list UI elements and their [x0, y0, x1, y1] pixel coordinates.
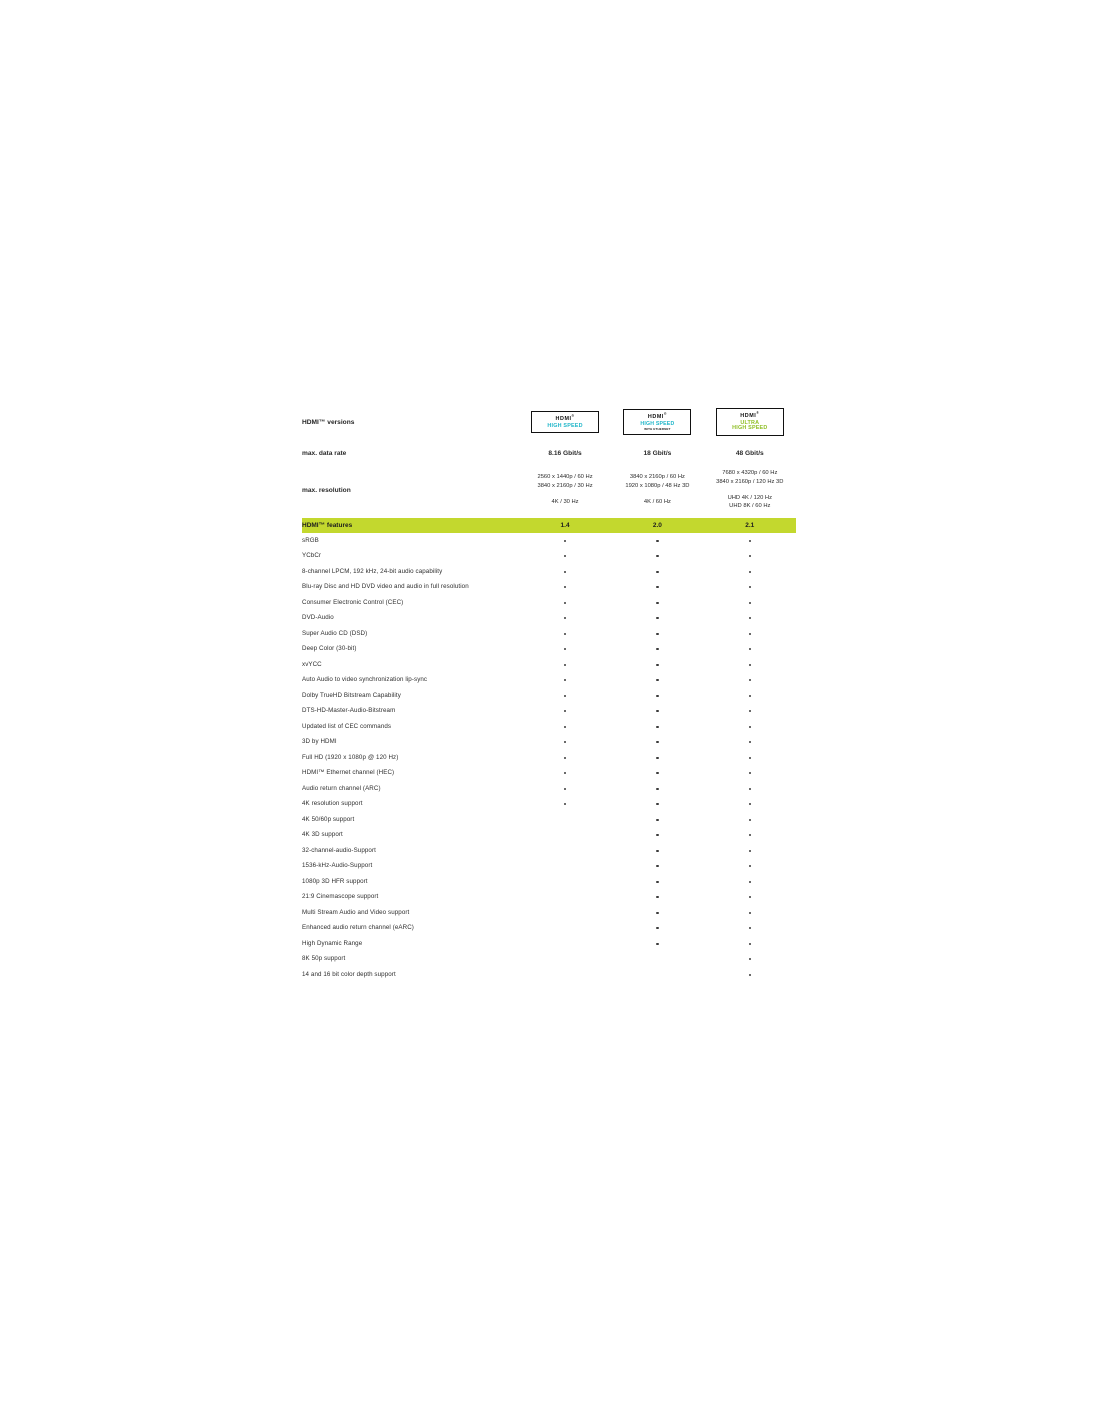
feature-label: 8K 50p support	[302, 955, 346, 963]
table-row	[302, 797, 796, 813]
hdmi-high-speed-logo-cell	[519, 400, 611, 444]
feature-support-21	[704, 549, 796, 565]
hdmi-high-speed-logo	[531, 411, 599, 433]
table-row	[302, 611, 796, 627]
feature-support-21	[704, 952, 796, 968]
table-row	[302, 828, 796, 844]
feature-support-14	[519, 533, 611, 549]
feature-support-20	[611, 843, 703, 859]
supported-dot-icon	[749, 881, 751, 883]
supported-dot-icon	[564, 741, 566, 743]
supported-dot-icon	[656, 586, 658, 588]
feature-label: DVD-Audio	[302, 614, 334, 622]
hdmi-high-speed-ethernet-logo	[623, 409, 691, 434]
feature-support-14	[519, 843, 611, 859]
table-row	[302, 859, 796, 875]
supported-dot-icon	[564, 540, 566, 542]
max-data-rate-21: 48 Gbit/s	[735, 449, 764, 457]
feature-support-20	[611, 750, 703, 766]
supported-dot-icon	[749, 617, 751, 619]
supported-dot-icon	[656, 648, 658, 650]
logo-wordmark: HDMI®	[740, 411, 760, 420]
table-row	[302, 595, 796, 611]
supported-dot-icon	[749, 602, 751, 604]
resolution-line-1: 7680 x 4320p / 60 Hz	[722, 470, 778, 477]
supported-dot-icon	[564, 803, 566, 805]
feature-support-20	[611, 766, 703, 782]
supported-dot-icon	[564, 571, 566, 573]
hdmi-comparison-table	[302, 400, 796, 983]
feature-support-14	[519, 611, 611, 627]
feature-support-14	[519, 781, 611, 797]
feature-support-14	[519, 967, 611, 983]
feature-label: High Dynamic Range	[302, 939, 363, 947]
feature-support-20	[611, 812, 703, 828]
feature-label: 8-channel LPCM, 192 kHz, 24-bit audio capability	[302, 567, 443, 575]
resolution-line-1: 2560 x 1440p / 60 Hz	[537, 474, 593, 481]
feature-support-20	[611, 797, 703, 813]
logo-subtitle-ultra: ULTRA	[740, 419, 760, 426]
max-resolution-20	[611, 462, 703, 518]
resolution-line-1: 3840 x 2160p / 60 Hz	[629, 474, 685, 481]
feature-support-21	[704, 859, 796, 875]
supported-dot-icon	[656, 896, 658, 898]
supported-dot-icon	[656, 633, 658, 635]
supported-dot-icon	[564, 648, 566, 650]
supported-dot-icon	[749, 571, 751, 573]
supported-dot-icon	[656, 695, 658, 697]
feature-label: 14 and 16 bit color depth support	[302, 970, 396, 978]
supported-dot-icon	[749, 664, 751, 666]
table-row	[302, 766, 796, 782]
features-header-row	[302, 518, 796, 533]
feature-support-14	[519, 921, 611, 937]
feature-support-21	[704, 611, 796, 627]
feature-support-14	[519, 595, 611, 611]
feature-label: Full HD (1920 x 1080p @ 120 Hz)	[302, 753, 399, 761]
feature-support-14	[519, 766, 611, 782]
supported-dot-icon	[656, 834, 658, 836]
supported-dot-icon	[656, 881, 658, 883]
feature-support-21	[704, 890, 796, 906]
feature-support-20	[611, 688, 703, 704]
feature-support-14	[519, 874, 611, 890]
feature-support-14	[519, 735, 611, 751]
logo-wordmark: HDMI®	[647, 412, 667, 421]
table-row	[302, 936, 796, 952]
supported-dot-icon	[749, 803, 751, 805]
table-row	[302, 549, 796, 565]
feature-support-20	[611, 611, 703, 627]
resolution-line-4: UHD 8K / 60 Hz	[729, 503, 771, 510]
table-row	[302, 688, 796, 704]
feature-support-21	[704, 704, 796, 720]
feature-support-20	[611, 936, 703, 952]
logo-subtitle-high-speed: HIGH SPEED	[732, 425, 768, 432]
resolution-line-2: 1920 x 1080p / 48 Hz 3D	[625, 483, 690, 490]
feature-label: Multi Stream Audio and Video support	[302, 908, 410, 916]
feature-support-21	[704, 905, 796, 921]
feature-support-20	[611, 673, 703, 689]
supported-dot-icon	[749, 850, 751, 852]
feature-support-14	[519, 952, 611, 968]
feature-support-21	[704, 797, 796, 813]
feature-support-20	[611, 735, 703, 751]
table-row	[302, 642, 796, 658]
feature-label: 3D by HDMI	[302, 738, 337, 746]
feature-label: Dolby TrueHD Bitstream Capability	[302, 691, 401, 699]
supported-dot-icon	[656, 943, 658, 945]
feature-support-14	[519, 936, 611, 952]
feature-label: 4K resolution support	[302, 800, 363, 808]
supported-dot-icon	[749, 586, 751, 588]
feature-label: 1536-kHz-Audio-Support	[302, 862, 373, 870]
supported-dot-icon	[749, 974, 751, 976]
table-row	[302, 812, 796, 828]
feature-support-21	[704, 626, 796, 642]
feature-support-21	[704, 580, 796, 596]
feature-rows-body	[302, 533, 796, 983]
resolution-line-3: 4K / 30 Hz	[551, 498, 579, 505]
feature-support-14	[519, 812, 611, 828]
feature-support-14	[519, 719, 611, 735]
feature-label: sRGB	[302, 536, 319, 544]
resolution-line-2: 3840 x 2160p / 30 Hz	[537, 483, 593, 490]
feature-support-20	[611, 549, 703, 565]
version-14: 1.4	[519, 518, 611, 533]
supported-dot-icon	[656, 602, 658, 604]
supported-dot-icon	[564, 695, 566, 697]
table-row	[302, 921, 796, 937]
feature-label: Enhanced audio return channel (eARC)	[302, 924, 414, 932]
table-row	[302, 719, 796, 735]
feature-support-14	[519, 890, 611, 906]
feature-label: Super Audio CD (DSD)	[302, 629, 368, 637]
supported-dot-icon	[656, 912, 658, 914]
supported-dot-icon	[749, 865, 751, 867]
feature-support-14	[519, 642, 611, 658]
supported-dot-icon	[656, 679, 658, 681]
feature-support-20	[611, 719, 703, 735]
supported-dot-icon	[749, 896, 751, 898]
table-row	[302, 564, 796, 580]
supported-dot-icon	[564, 726, 566, 728]
supported-dot-icon	[564, 555, 566, 557]
table-row	[302, 952, 796, 968]
feature-support-21	[704, 688, 796, 704]
feature-support-21	[704, 766, 796, 782]
supported-dot-icon	[656, 927, 658, 929]
feature-support-20	[611, 704, 703, 720]
feature-support-21	[704, 657, 796, 673]
feature-support-21	[704, 812, 796, 828]
hdmi-ultra-high-speed-logo-cell	[704, 400, 796, 444]
feature-support-21	[704, 595, 796, 611]
supported-dot-icon	[749, 710, 751, 712]
supported-dot-icon	[564, 772, 566, 774]
max-data-rate-14: 8.16 Gbit/s	[548, 449, 582, 457]
feature-label: 1080p 3D HFR support	[302, 877, 368, 885]
feature-label: 32-channel-audio-Support	[302, 846, 376, 854]
supported-dot-icon	[749, 943, 751, 945]
logo-wordmark: HDMI®	[555, 413, 575, 422]
table-row	[302, 843, 796, 859]
supported-dot-icon	[656, 757, 658, 759]
supported-dot-icon	[749, 741, 751, 743]
supported-dot-icon	[749, 757, 751, 759]
feature-label: Audio return channel (ARC)	[302, 784, 381, 792]
supported-dot-icon	[656, 850, 658, 852]
page-title: HDMI™ versions	[302, 418, 355, 426]
table-header-row	[302, 400, 796, 444]
feature-support-20	[611, 564, 703, 580]
feature-support-20	[611, 952, 703, 968]
supported-dot-icon	[749, 912, 751, 914]
feature-label: Auto Audio to video synchronization lip-sync	[302, 676, 428, 684]
feature-support-21	[704, 874, 796, 890]
logo-subtitle: HIGH SPEED	[640, 421, 675, 427]
feature-support-20	[611, 921, 703, 937]
feature-label: DTS-HD-Master-Audio-Bitstream	[302, 707, 396, 715]
feature-support-14	[519, 626, 611, 642]
resolution-line-3: 4K / 60 Hz	[643, 498, 671, 505]
supported-dot-icon	[656, 710, 658, 712]
feature-support-20	[611, 859, 703, 875]
feature-support-20	[611, 905, 703, 921]
supported-dot-icon	[564, 633, 566, 635]
feature-support-14	[519, 688, 611, 704]
feature-support-14	[519, 750, 611, 766]
feature-support-14	[519, 828, 611, 844]
supported-dot-icon	[656, 772, 658, 774]
feature-support-14	[519, 905, 611, 921]
supported-dot-icon	[749, 633, 751, 635]
feature-label: Updated list of CEC commands	[302, 722, 392, 730]
feature-support-14	[519, 704, 611, 720]
feature-label: HDMI™ Ethernet channel (HEC)	[302, 769, 395, 777]
feature-support-14	[519, 797, 611, 813]
feature-support-21	[704, 781, 796, 797]
feature-support-20	[611, 533, 703, 549]
feature-support-14	[519, 673, 611, 689]
max-resolution-14	[519, 462, 611, 518]
table-row	[302, 750, 796, 766]
logo-ethernet-note: WITH ETHERNET	[644, 426, 671, 431]
table-row	[302, 874, 796, 890]
table-row	[302, 905, 796, 921]
table-row	[302, 890, 796, 906]
table-row	[302, 781, 796, 797]
supported-dot-icon	[749, 772, 751, 774]
supported-dot-icon	[749, 819, 751, 821]
supported-dot-icon	[564, 679, 566, 681]
supported-dot-icon	[564, 617, 566, 619]
feature-label: 4K 3D support	[302, 831, 343, 839]
max-resolution-row	[302, 462, 796, 518]
table-row	[302, 673, 796, 689]
resolution-line-2: 3840 x 2160p / 120 Hz 3D	[716, 478, 784, 485]
feature-support-21	[704, 719, 796, 735]
supported-dot-icon	[656, 664, 658, 666]
supported-dot-icon	[656, 741, 658, 743]
feature-support-20	[611, 626, 703, 642]
feature-support-20	[611, 828, 703, 844]
feature-label: Blu-ray Disc and HD DVD video and audio in full resolution	[302, 583, 469, 591]
feature-support-20	[611, 874, 703, 890]
feature-support-21	[704, 564, 796, 580]
supported-dot-icon	[749, 927, 751, 929]
supported-dot-icon	[656, 788, 658, 790]
version-20: 2.0	[611, 518, 703, 533]
feature-label: Consumer Electronic Control (CEC)	[302, 598, 404, 606]
feature-support-20	[611, 657, 703, 673]
feature-support-21	[704, 828, 796, 844]
supported-dot-icon	[749, 834, 751, 836]
feature-support-14	[519, 564, 611, 580]
supported-dot-icon	[749, 648, 751, 650]
feature-support-21	[704, 750, 796, 766]
supported-dot-icon	[564, 664, 566, 666]
table-row	[302, 967, 796, 983]
feature-support-21	[704, 735, 796, 751]
feature-label: 21:9 Cinemascope support	[302, 893, 379, 901]
supported-dot-icon	[564, 586, 566, 588]
feature-support-21	[704, 673, 796, 689]
feature-label: YCbCr	[302, 552, 322, 560]
supported-dot-icon	[749, 555, 751, 557]
resolution-line-3: UHD 4K / 120 Hz	[727, 494, 773, 501]
hdmi-comparison-sheet	[302, 400, 796, 983]
feature-support-14	[519, 657, 611, 673]
feature-support-20	[611, 642, 703, 658]
feature-support-14	[519, 549, 611, 565]
feature-support-14	[519, 859, 611, 875]
supported-dot-icon	[564, 602, 566, 604]
feature-support-20	[611, 890, 703, 906]
feature-support-21	[704, 642, 796, 658]
logo-subtitle: HIGH SPEED	[547, 422, 583, 429]
features-label: HDMI™ features	[302, 518, 519, 533]
feature-support-20	[611, 580, 703, 596]
supported-dot-icon	[656, 865, 658, 867]
supported-dot-icon	[656, 726, 658, 728]
table-row	[302, 626, 796, 642]
supported-dot-icon	[564, 710, 566, 712]
feature-support-20	[611, 781, 703, 797]
table-row	[302, 533, 796, 549]
version-21: 2.1	[704, 518, 796, 533]
feature-support-21	[704, 921, 796, 937]
supported-dot-icon	[564, 757, 566, 759]
supported-dot-icon	[656, 617, 658, 619]
feature-support-14	[519, 580, 611, 596]
feature-support-21	[704, 843, 796, 859]
supported-dot-icon	[749, 695, 751, 697]
max-data-rate-20: 18 Gbit/s	[643, 449, 672, 457]
supported-dot-icon	[749, 679, 751, 681]
supported-dot-icon	[749, 958, 751, 960]
supported-dot-icon	[656, 540, 658, 542]
feature-support-20	[611, 967, 703, 983]
supported-dot-icon	[564, 788, 566, 790]
table-row	[302, 704, 796, 720]
feature-support-21	[704, 533, 796, 549]
supported-dot-icon	[749, 540, 751, 542]
feature-support-21	[704, 967, 796, 983]
feature-label: xvYCC	[302, 660, 322, 668]
table-row	[302, 580, 796, 596]
hdmi-ultra-high-speed-logo	[716, 408, 784, 436]
feature-label: 4K 50/60p support	[302, 815, 355, 823]
feature-support-20	[611, 595, 703, 611]
feature-label: Deep Color (30-bit)	[302, 645, 357, 653]
hdmi-high-speed-ethernet-logo-cell	[611, 400, 703, 444]
max-resolution-label: max. resolution	[302, 486, 351, 494]
supported-dot-icon	[749, 788, 751, 790]
supported-dot-icon	[656, 803, 658, 805]
table-row	[302, 735, 796, 751]
supported-dot-icon	[656, 555, 658, 557]
max-data-rate-row	[302, 444, 796, 462]
max-resolution-21	[704, 462, 796, 518]
supported-dot-icon	[656, 819, 658, 821]
table-row	[302, 657, 796, 673]
supported-dot-icon	[656, 571, 658, 573]
max-data-rate-label: max. data rate	[302, 449, 347, 457]
feature-support-21	[704, 936, 796, 952]
supported-dot-icon	[749, 726, 751, 728]
